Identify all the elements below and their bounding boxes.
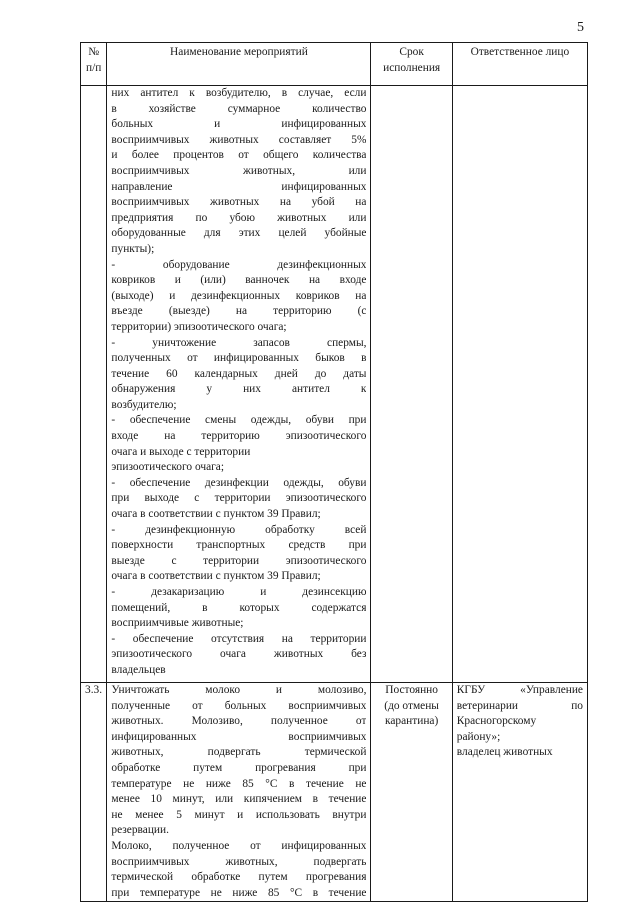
table-header-row xyxy=(81,43,588,86)
header-number-line2: п/п xyxy=(86,61,102,74)
row-3-3-responsible-line: КГБУ «Управление xyxy=(456,684,583,696)
row-3-3-term-line: карантина) xyxy=(384,715,439,728)
row-continued-name-line: восприимчивые животные; xyxy=(111,617,244,630)
measures-table xyxy=(80,42,588,902)
row-3-3-name-line: восприимчивых животных, подвергать xyxy=(111,855,367,868)
row-continued-name-line: - уничтожение запасов спермы, xyxy=(111,336,367,349)
row-continued-name-line: очага и выходе с территории xyxy=(111,445,251,458)
row-continued-name-line: возбудителю; xyxy=(111,398,177,411)
row-3-3-term-line: (до отмены xyxy=(384,699,439,712)
header-name xyxy=(107,43,371,86)
row-continued-name-lines xyxy=(111,86,366,679)
row-continued-name-line: ковриков и (или) ванночек на входе xyxy=(111,274,367,287)
header-responsible xyxy=(452,43,587,86)
row-3-3-name-line: инфицированных восприимчивых xyxy=(111,730,367,743)
row-continued-name-line: очага в соответствии с пунктом 39 Правил; xyxy=(111,508,321,521)
row-continued-name-line: входе на территорию эпизоотического xyxy=(111,430,367,443)
row-3-3-responsible-line: ветеринарии по xyxy=(456,699,583,712)
row-continued-name-line: обнаружения у них антител к xyxy=(111,383,367,396)
row-continued-name-line: пункты); xyxy=(111,242,155,255)
row-3-3-name-line: термической обработке путем прогревания xyxy=(111,871,367,884)
row-continued-name-line: - дезакаризацию и дезинсекцию xyxy=(111,586,367,598)
row-3-3-responsible-line: владелец животных xyxy=(456,746,553,759)
row-continued-name-line: - обеспечение смены одежды, обуви при xyxy=(111,414,367,427)
row-3-3-responsible-lines xyxy=(457,683,583,761)
row-continued-name-line: предприятия по убою животных или xyxy=(111,211,367,224)
row-continued-name-line: восприимчивых животных составляет 5% xyxy=(111,133,367,146)
row-continued-name-line: владельцев xyxy=(111,663,166,676)
header-number-line1: № xyxy=(88,46,100,58)
row-continued-name-line: течение 60 календарных дней до даты xyxy=(111,367,367,380)
header-name-label: Наименование мероприятий xyxy=(170,46,308,58)
page-number: 5 xyxy=(577,20,584,35)
row-continued-name-line: и более процентов от общего количества xyxy=(111,149,367,162)
row-3-3-name-line: животных. Молозиво, полученное от xyxy=(111,715,367,728)
row-continued-name-line: больных и инфицированных xyxy=(111,118,367,131)
header-responsible-label: Ответственное лицо xyxy=(470,46,570,58)
row-continued-name-line: восприимчивых животных, или xyxy=(111,164,367,177)
row-continued-name xyxy=(107,86,371,683)
header-term-line1: Срок xyxy=(399,46,424,58)
row-3-3-name-line: полученные от больных восприимчивых xyxy=(111,699,367,712)
row-continued-number xyxy=(81,86,107,683)
row-continued-responsible xyxy=(452,86,587,683)
row-3-3-term-line: Постоянно xyxy=(385,684,438,696)
row-3-3-term-lines xyxy=(375,683,447,730)
row-continued-name-line: направление инфицированных xyxy=(111,180,367,193)
row-3-3-name-line: не менее 5 минут и использовать внутри xyxy=(111,808,367,821)
row-3-3-term xyxy=(371,683,452,902)
header-number xyxy=(81,43,107,86)
row-continued-name-line: территории) эпизоотического очага; xyxy=(111,320,287,333)
row-continued-name-line: в хозяйстве суммарное количество xyxy=(111,102,367,115)
row-3-3-responsible-line: Красногорскому xyxy=(456,715,537,728)
row-continued-name-line: поверхности транспортных средств при xyxy=(111,539,367,552)
row-3-3-name-line: Молоко, полученное от инфицированных xyxy=(111,839,367,852)
row-3-3-responsible-line: району»; xyxy=(456,730,501,743)
header-term xyxy=(371,43,452,86)
row-3-3-name-line: животных, подвергать термической xyxy=(111,746,367,759)
row-continued-name-line: восприимчивых животных на убой на xyxy=(111,196,367,209)
row-continued-name-line: въезде (выезде) на территорию (с xyxy=(111,305,367,318)
row-continued-name-line: при выходе с территории эпизоотического xyxy=(111,492,367,505)
row-continued-name-line: очага в соответствии с пунктом 39 Правил; xyxy=(111,570,321,583)
table-row-continued xyxy=(81,86,588,683)
row-continued-name-line: помещений, в которых содержатся xyxy=(111,601,367,614)
row-3-3-name-line: обработке путем прогревания при xyxy=(111,761,367,774)
row-continued-name-line: - обеспечение отсутствия на территории xyxy=(111,632,367,645)
row-continued-name-line: эпизоотического очага; xyxy=(111,461,225,474)
row-continued-name-line: выезде с территории эпизоотического xyxy=(111,554,367,567)
row-continued-name-line: - обеспечение дезинфекции одежды, обуви xyxy=(111,476,367,489)
row-3-3-responsible xyxy=(452,683,587,902)
row-continued-term xyxy=(371,86,452,683)
row-continued-name-line: них антител к возбудителю, в случае, если xyxy=(111,87,367,99)
row-continued-name-line: полученных от инфицированных быков в xyxy=(111,352,367,365)
row-3-3-name-line: при температуре не ниже 85 °С в течение xyxy=(111,886,367,899)
row-continued-name-line: - оборудование дезинфекционных xyxy=(111,258,367,271)
row-3-3-name xyxy=(107,683,371,902)
row-3-3-name-line: Уничтожать молоко и молозиво, xyxy=(111,684,367,696)
row-3-3-name-line: температуре не ниже 85 °С в течение не xyxy=(111,777,367,790)
table-row-3-3 xyxy=(81,683,588,902)
header-term-line2: исполнения xyxy=(383,61,441,74)
row-continued-name-line: - дезинфекционную обработку всей xyxy=(111,523,367,536)
row-3-3-name-line: резервации. xyxy=(111,824,169,837)
row-3-3-name-line: менее 10 минут, или кипячением в течение xyxy=(111,793,367,806)
row-3-3-name-lines xyxy=(111,683,366,901)
row-continued-name-line: (выходе) и дезинфекционных ковриков на xyxy=(111,289,367,302)
row-continued-name-line: эпизоотического очага животных без xyxy=(111,648,367,661)
row-3-3-number: 3.3. xyxy=(81,683,107,902)
row-continued-name-line: оборудованные для этих целей убойные xyxy=(111,227,367,240)
